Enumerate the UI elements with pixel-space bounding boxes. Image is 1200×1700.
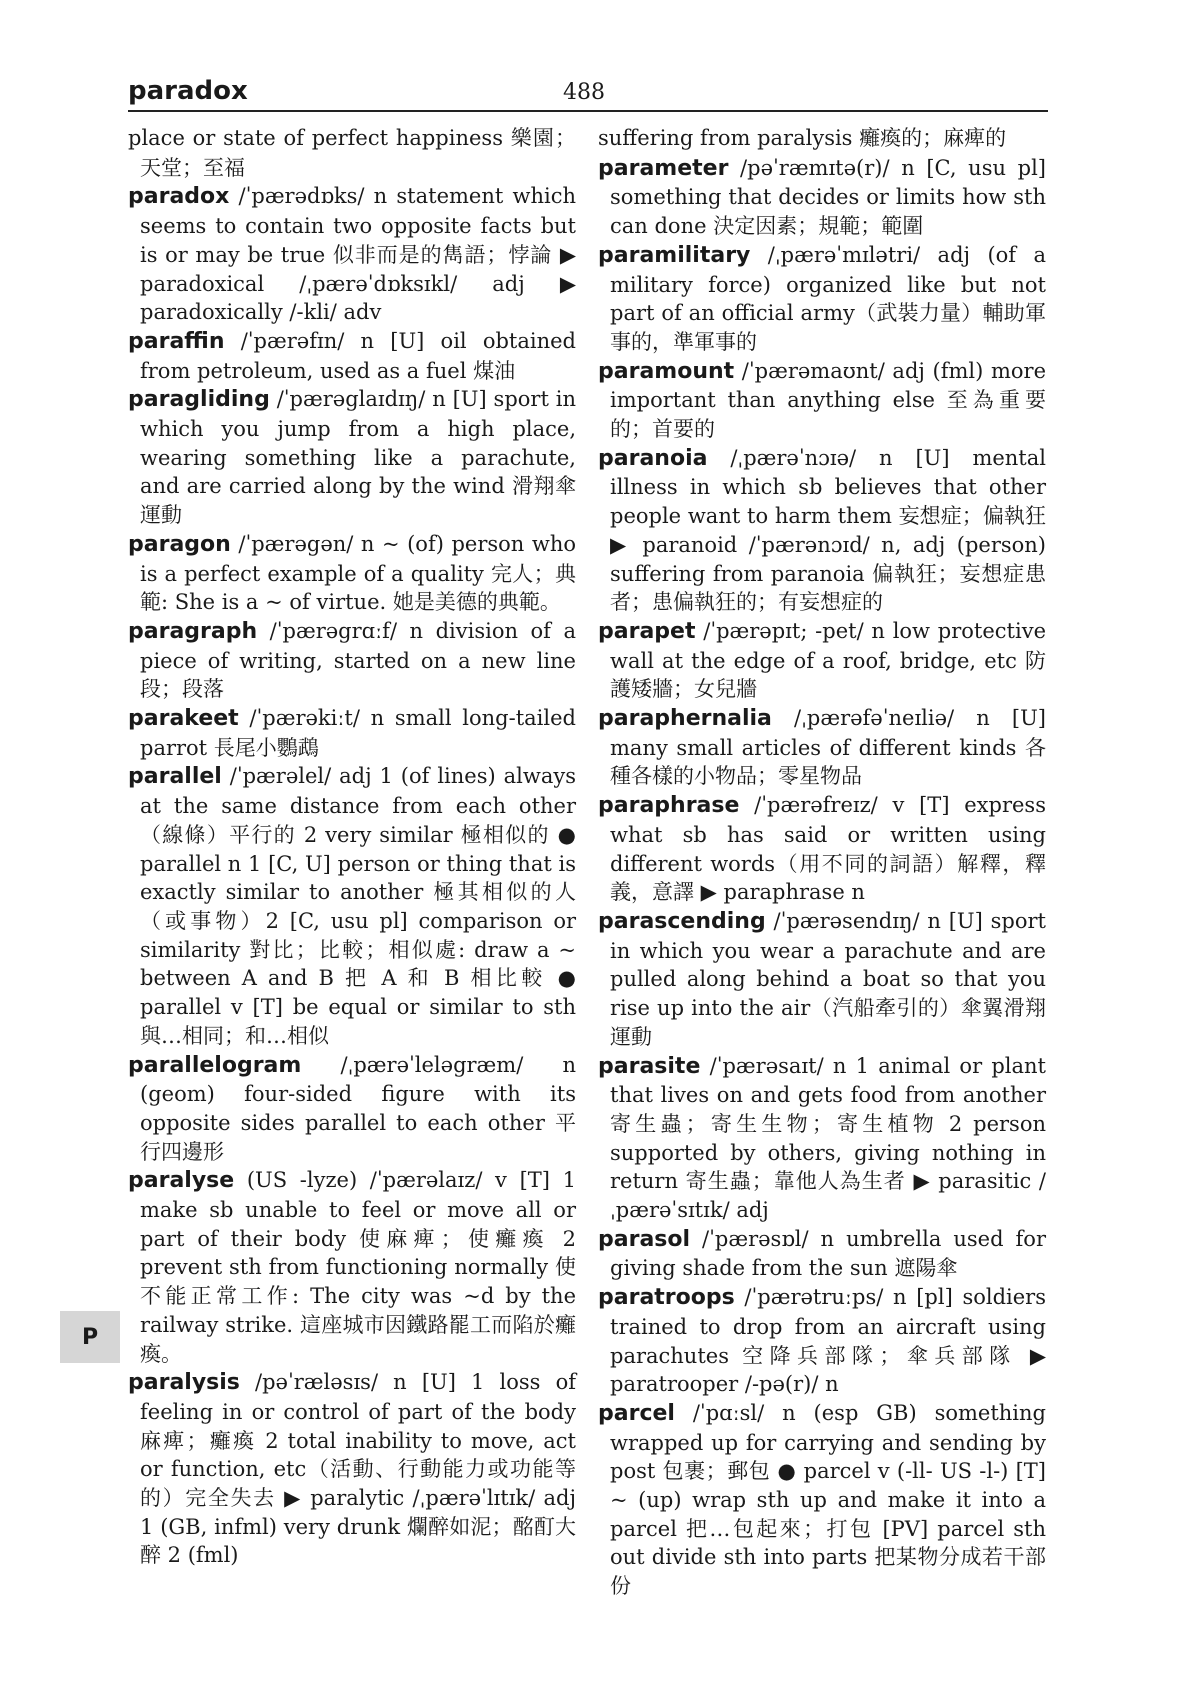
dictionary-entry xyxy=(598,791,1046,907)
headword: paraphernalia xyxy=(598,706,772,732)
dictionary-entry xyxy=(598,444,1046,617)
entry-body: place or state of perfect happiness 樂園；天堂；至福 xyxy=(128,126,576,180)
entry-body: /ˈpærəkiːt/ n small long-tailed parrot 長尾小鸚鵡 xyxy=(140,706,576,760)
entry-body: /ˌpærəfəˈneɪliə/ n [U] many small articles of different kinds 各種各樣的小物品；零星物品 xyxy=(610,706,1046,789)
dictionary-entry xyxy=(598,704,1046,791)
dictionary-entry xyxy=(128,1368,576,1570)
headword: paraphrase xyxy=(598,793,740,819)
entry-body: /ˈpærəpɪt; -pet/ n low protective wall at the edge of a roof, bridge, etc 防護矮牆；女兒牆 xyxy=(610,618,1046,702)
entry-body: /ˈpærətruːps/ n [pl] soldiers trained to drop from an aircraft using parachutes 空降兵部隊；傘兵部隊 ▶ paratrooper /-pə(r)/ n xyxy=(610,1285,1046,1397)
entry-body: /ˈpærəsɒl/ n umbrella used for giving shade from the sun 遮陽傘 xyxy=(610,1226,1046,1281)
headword: parascending xyxy=(598,908,766,934)
page-number: 488 xyxy=(563,80,605,105)
headword: paradox xyxy=(128,184,230,210)
headword: paragon xyxy=(128,531,231,557)
dictionary-entry xyxy=(128,124,576,182)
headword: paralysis xyxy=(128,1370,240,1396)
headword: paranoia xyxy=(598,445,708,471)
entry-body: /pəˈræmɪtə(r)/ n [C, usu pl] something that decides or limits how sth can done 決定因素；規範；範圍 xyxy=(610,155,1046,239)
dictionary-entry xyxy=(598,241,1046,357)
entry-body: suffering from paralysis 癱瘓的；麻痺的 xyxy=(598,126,1007,150)
dictionary-entry xyxy=(598,124,1046,154)
entry-body: (US -lyze) /ˈpærəlaɪz/ v [T] 1 make sb unable to feel or move all or part of their body 使麻痺；使癱瘓 2 prevent sth from functioning normally 使不能正常工作: The city was ~d by the railway strike. 這座城市因鐵路罷工而陷於癱瘓。 xyxy=(140,1168,576,1366)
headword: parallelogram xyxy=(128,1052,302,1078)
dictionary-entry xyxy=(128,1051,576,1167)
dictionary-entry xyxy=(598,357,1046,444)
headword: parasite xyxy=(598,1053,701,1079)
entry-body: /ˌpærəˈleləgræm/ n (geom) four-sided figure with its opposite sides parallel to each other 平行四邊形 xyxy=(140,1052,576,1164)
dictionary-entry xyxy=(128,762,576,1050)
entry-body: /ˈpærəglaɪdɪŋ/ n [U] sport in which you jump from a high place, wearing something like a parachute, and are carried along by the wind 滑翔傘運動 xyxy=(140,387,576,528)
dictionary-entry xyxy=(598,617,1046,704)
thumb-index-tab: P xyxy=(60,1311,120,1363)
headword: paramilitary xyxy=(598,242,751,268)
headword: paratroops xyxy=(598,1285,735,1311)
dictionary-entry xyxy=(598,1399,1046,1601)
entry-body: /ˈpærəfɪn/ n [U] oil obtained from petroleum, used as a fuel 煤油 xyxy=(140,328,576,383)
headword: parameter xyxy=(598,155,729,181)
dictionary-entry xyxy=(128,1166,576,1368)
headword: parasol xyxy=(598,1226,691,1252)
entry-body: /ˈpærəlel/ adj 1 (of lines) always at the same distance from each other（線條）平行的 2 very similar 極相似的 ● parallel n 1 [C, U] person or thing that is exactly similar to another 極其相似的人（或事物）2 [C, usu pl] comparison or similarity 對比；比較；相似處: draw a ~ between A and B 把 A 和 B 相比較 ● parallel v [T] be equal or similar to sth 與…相同；和…相似 xyxy=(140,764,576,1048)
entry-body: /ˈpærəgrɑːf/ n division of a piece of writing, started on a new line 段；段落 xyxy=(140,618,576,702)
dictionary-entry xyxy=(128,327,576,385)
dictionary-entry xyxy=(598,1283,1046,1399)
dictionary-entry xyxy=(128,617,576,704)
headword: parakeet xyxy=(128,706,239,732)
headword: parallel xyxy=(128,764,222,790)
entry-body: /ˈpærəsaɪt/ n 1 animal or plant that lives on and gets food from another 寄生蟲；寄生生物；寄生植物 2 person supported by others, giving nothing in return 寄生蟲；靠他人為生者 ▶ parasitic /ˌpærəˈsɪtɪk/ adj xyxy=(610,1053,1046,1223)
dictionary-entry xyxy=(128,704,576,762)
dictionary-entry xyxy=(598,154,1046,241)
headword: parcel xyxy=(598,1400,675,1426)
entry-body: /ˈpɑːsl/ n (esp GB) something wrapped up for carrying and sending by post 包裹；郵包 ● parcel v (-ll- US -l-) [T] ~ (up) wrap sth up and make it into a parcel 把…包起來；打包 [PV] parcel sth out divide sth into parts 把某物分成若干部份 xyxy=(610,1400,1046,1599)
entry-body: /ˈpærəfreɪz/ v [T] express what sb has said or written using different words（用不同的詞語）解釋，釋義，意譯 ▶ paraphrase n xyxy=(610,793,1046,905)
headword: paralyse xyxy=(128,1168,235,1194)
dictionary-entry xyxy=(598,1052,1046,1225)
right-column xyxy=(598,124,1046,1601)
headword: paragraph xyxy=(128,618,258,644)
left-column xyxy=(128,124,576,1570)
headword: parapet xyxy=(598,618,696,644)
headword: paramount xyxy=(598,358,735,384)
entry-body: /ˈpærəgən/ n ~ (of) person who is a perfect example of a quality 完人；典範: She is a ~ of virtue. 她是美德的典範。 xyxy=(140,531,576,615)
guide-word: paradox xyxy=(128,76,248,106)
entry-body: /pəˈræləsɪs/ n [U] 1 loss of feeling in or control of part of the body 麻痺；癱瘓 2 total inability to move, act or function, etc（活動、行動能力或功能等的）完全失去 ▶ paralytic /ˌpærəˈlɪtɪk/ adj 1 (GB, infml) very drunk 爛醉如泥；酩酊大醉 2 (fml) xyxy=(140,1370,576,1568)
entry-body: /ˈpærəmaʊnt/ adj (fml) more important than anything else 至為重要的；首要的 xyxy=(610,358,1046,442)
entry-body: /ˌpærəˈnɔɪə/ n [U] mental illness in which sb believes that other people want to harm them 妄想症；偏執狂 ▶ paranoid /ˈpærənɔɪd/ n, adj (person) suffering from paranoia 偏執狂；妄想症患者；患偏執狂的；有妄想症的 xyxy=(610,445,1046,615)
dictionary-entry xyxy=(598,907,1046,1052)
entry-body: /ˈpærədɒks/ n statement which seems to contain two opposite facts but is or may be true 似非而是的雋語；悖論 ▶ paradoxical /ˌpærəˈdɒksɪkl/ adj ▶ paradoxically /-kli/ adv xyxy=(140,184,576,325)
headword: paragliding xyxy=(128,387,270,413)
dictionary-entry xyxy=(128,182,576,327)
dictionary-entry xyxy=(598,1225,1046,1283)
entry-body: /ˌpærəˈmɪlətri/ adj (of a military force) organized like but not part of an official army（武裝力量）輔助軍事的，準軍事的 xyxy=(610,242,1046,354)
dictionary-entry xyxy=(128,530,576,617)
dictionary-entry xyxy=(128,385,576,530)
page-header xyxy=(128,76,1048,112)
headword: paraffin xyxy=(128,328,225,354)
entry-body: /ˈpærəsendɪŋ/ n [U] sport in which you wear a parachute and are pulled along behind a boat so that you rise up into the air（汽船牽引的）傘翼滑翔運動 xyxy=(610,908,1046,1049)
